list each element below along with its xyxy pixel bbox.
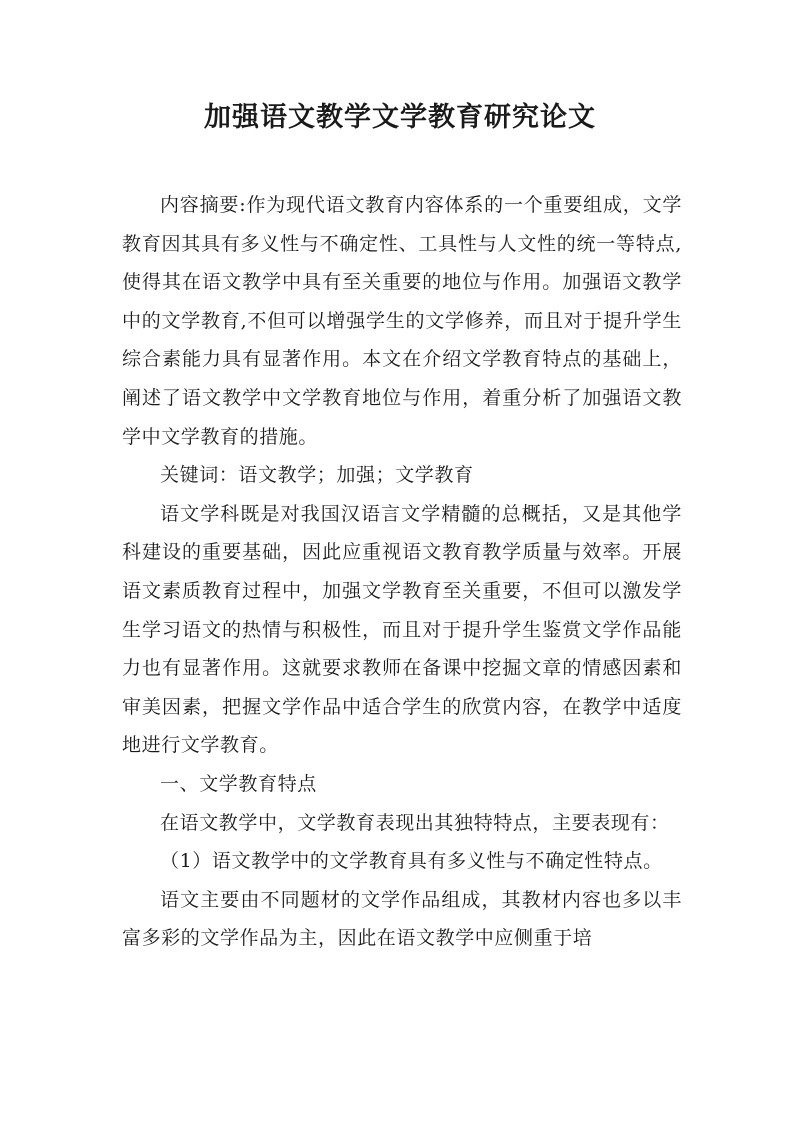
intro-paragraph: 语文学科既是对我国汉语言文学精髓的总概括，又是其他学科建设的重要基础，因此应重视语文教育教学质量与效率。开展语文素质教育过程中，加强文学教育至关重要，不但可以激发学生学习语文的热情与积极性，而且对于提升学生鉴赏文学作品能力也有显著作用。这就要求教师在备课中挖掘文章的情感因素和审美因素，把握文学作品中适合学生的欣赏内容，在教学中适度地进行文学教育。	[122, 502, 682, 757]
subsection-heading: （1）语文教学中的文学教育具有多义性与不确定性特点。	[160, 850, 663, 873]
abstract-paragraph	[122, 186, 682, 456]
abstract-text: 作为现代语文教育内容体系的一个重要组成，文学教育因其具有多义性与不确定性、工具性与人文性的统一等特点,使得其在语文教学中具有至关重要的地位与作用。加强语文教学中的文学教育,不但可以增强学生的文学修养，而且对于提升学生综合素能力具有显著作用。本文在介绍文学教育特点的基础上，阐述了语文教学中文学教育地位与作用，着重分析了加强语文教学中文学教育的措施。	[122, 194, 682, 448]
abstract-label: 内容摘要:	[160, 194, 247, 216]
document-body	[122, 186, 682, 958]
keywords-text: 语文教学；加强；文学教育	[238, 464, 474, 487]
section-intro-paragraph: 在语文教学中，文学教育表现出其独特特点，主要表现有：	[160, 811, 670, 834]
document-title: 加强语文教学文学教育研究论文	[204, 102, 596, 133]
keywords-label: 关键词：	[160, 464, 239, 487]
body-paragraph: 语文主要由不同题材的文学作品组成，其教材内容也多以丰富多彩的文学作品为主，因此在语文教学中应侧重于培	[122, 888, 682, 950]
keywords-paragraph	[122, 456, 682, 495]
section-heading: 一、文学教育特点	[160, 772, 317, 795]
